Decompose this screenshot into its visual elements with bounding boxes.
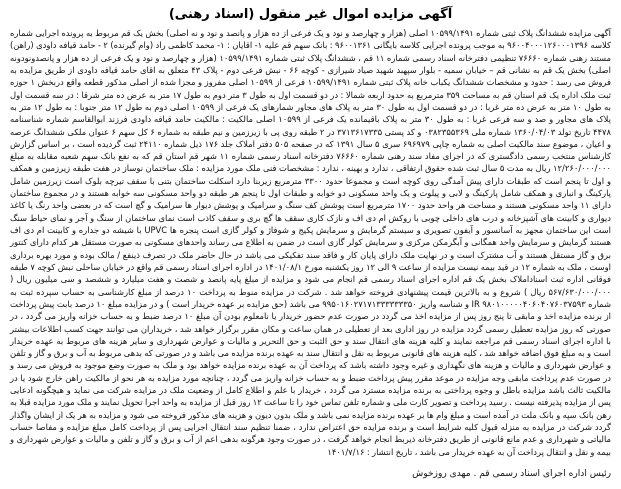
notice-title: آگهی مزایده اموال غیر منقول (اسناد رهنی) (168, 7, 453, 22)
notice-body-text: آگهی مزایده ششدانگ پلاک ثبتی شماره ۱۰۵۹۹/۱۴۹۱ اصلی (هزار و چهارصد و نود و یک فرعی از ده هزار و پانصد و نود و نه اصلی) بخش یک قم مربوط به پرونده اجرایی شماره کلاسه ۹۶۰۰۴۰۰۰۱۲۶۰۰۰۱۳۹۶ به موجب پرونده اجرایی کلاسه بایگانی ۹۶۰۰۱۳۶۱ : بانک سهم قم علیه ۱- اقایان : ۱- محمد کاظمی راد (وام گیرنده) ۲ - حامد قیافه داودی (راهن) مستند رهنی شماره ۷۶۶۶۰ تنظیمی دفترخانه اسناد رسمی شماره ۱۱ قم ، ششدانگ پلاک ثبتی شماره ۱۰۵۹۹/۱۴۹۱ (هزار و چهارصد و نود و یک فرعی از ده هزار و پانصدونودونه اصلی) بخش یک قم به نشانی قم – خیابان سمیه - بلوار سپهبد شهید صیاد شیرازی - کوچه ۶۶ - نبش فرعی دوم - پلاک ۴۳ متعلق به اقای حامد قیافه داودی از طریق مزایده به فروش می رسد : حدود و مشخصات ششدانگ یکباب خانه پلاک ثبتی شماره ۱۰۵۹۹/۱۴۹۱ فرعی از ۱۰۵۹۹ اصلی مفروز و مجزا شده از اصلی مذکور قطعه واقع دربخش ۱ حوزه ثبت ملک اداره یک قم استان قم به مساحت ۳۵۹ مترمربع به حدود اربعه شمالا : در دو قسمت اول به طول ۳ متر دوم به طول ۱۷ متر به عرض ده متر شرقا : در سه قسمت اول به طول ۱۰ متر به عرض ده متر غربا : در دو قسمت اول به طول ۳۰ متر به پلاک های مجاور شمارهای یک فرعی از ۱۰۵۹۹ اصلی دوم به طول ۱۲ متر جنوبا : به طول ۱۲ متر به پلاک های مجاور و صد و سه فرعی غربا : به طول ۳۰ متر به پلاک باقیمانده یک فرعی از ۱۰۵۹۹ اصلی مالکیت : مالکیت حامد قیافه داودی فرزند ابوالقاسم شماره شناسنامه ۴۴۷۸ تاریخ تولد ۱۳۶۰/۰۴/۰۳ شماره ملی ۰۳۸۲۳۵۵۳۶۹ و کد پستی ۳۷۱۳۶۱۷۳۳۵ در ۲ طبقه روی پی با زیرزمین و نیم طبقه به شماره ۶ کل سهم ۶ عنوان ملکی ششدانگ عرصه و اعیان ، موضوع سند مالکیت اصلی به شماره چاپی ۶۹۶۹۷۹ سری ۵ سال ۱۳۹۱ که در صفحه ۵۰۵ دفتر املاک جلد ۱۷۶ ذیل شماره ۲۴۱۱۰ ثبت گردیده است ، بر اساس گزارش کارشناس منتخب رسمی دادگستری که در اجرای مفاد سند رهنی شماره ۷۶۶۶۰ دفترخانه اسناد رسمی شماره ۱۱ شهر قم استان قم که به نفع بانک سهم شعبه مقابله به مبلغ ۱۲/۲۶۰/۰۰۰/۰۰۰ ریال به مدت ۵ سال ثبت شده حقوق ارتفاقی ، ندارد و بهینه ، ندارد : مشخصات فنی ملک مورد مزایده : ملک ساختمان نوساز در هفت طبقه زیرزمین و همکف و اول تا پنجم است که طبقات دارای پیش آمدگی روی کوچه است و مجموعا حدود ۳۳۰۰ مترمربع زیربنا دارد اسکلت ساختمان بتنی با سقف تیرچه بلوک است زیرزمین شامل پارکینگ و انباری و همکف شامل پارکینگ و لابی و پیلوت و یک واحد مسکونی دو خوابه و طبقات اول تا پنجم هر طبقه دو واحد مسکونی سه خوابه هستند و در مجموع ساختمان دارای ۱۱ واحد مسکونی هستند و مساحت هر واحد حدود ۱۷۰۰ مترمربع است پوشش کف سنگ و سرامیک و پوشش دیوار ها سرامیک و گچ است که در بعضی واحد رنگ یا کاغذ دیواری و کابینت های آشپزخانه و درب های داخلی چوبی با روکش ام دی اف و نازک کاری سقف ها گچ بری و سقف کاذب است نمای ساختمان از سنگ و آجر و نمای حیاط سنگ است این ساختمان مجهز به آسانسور و آیفون تصویری و سیستم گرمایش و سرمایش پکیج و شوفاژ و کولر گازی است پنجره ها UPVC با شیشه دو جداره و کابینت ام دی اف هستند گرمایش و سرمایش واحد همگانی و آبگرمکن مرکزی و سرمایش کولر گازی است در ضمن به اطلاع می رساند واحدهای مسکونی به صورت مستقل هر کدام دارای کنتور برق و گاز مستقل هستند و آب مشترک است و در نهایت ملک دارای پایان کار و فاقد سند تفکیکی می باشد در حال حاضر ملک در تصرف ذینفع / مالک بوده و مورد بهره برداری اوست ، ملک به شماره ۱۲ در قید بیمه نیست مزایده از ساعت ۹ الی ۱۲ روز یکشنبه مورخ ۱۴۰۱/۰۸/۱ در اداره اجرای اسناد رسمی قم واقع در خیابان ساحلی نبش کوچه ۷ طبقه فوقانی اداره ثبت اسناداملاک بخش یک قم اداره اجرای اسناد رسمی قم انجام می شود و مزایده از مبلغ پایه پانصد و شصت و هفت میلیارد و ششصد و سی میلیون ریال ( ۵۶۷/۶۳۰/۰۰۰/۰۰۰ ریال ) شروع و به بالاترین قیمت پیشنهادی فروخته خواهد شد . شرکت در مزایده منوط به پرداخت ۱۰ درصد از مبلغ کارشناسی به حساب سپرده ثبت به شماره IR ۹۸۰۱۰۰۰۰۰۴۰۶۰۴۰۷۶۰۳۷۵۹۳ و شناسه واریز ۹۹۵۰۱۶۰۲۷۱۷۱۳۳۳۳۳۳۳۵۰ می باشد (حق مزایده بر عهده خریدار است ) و در مزایده مبلغ ۱۰ درصد بابت پیش پرداخت از برنده مزایده اخذ و مابقی تا پنج روز پس از مزایده اخذ می گردد در صورت عدم حضور خریدار یا نامعلوم بودن آن مبلغ ۱۰ درصد ضبط و به حساب خزانه واریز می گردد ، در صورتی که روز مزایده تعطیل رسمی گردد مزایده در روز اداری بعد از تعطیلی در همان ساعت و مکان مقرر برگزار خواهد شد ، خریداران می توانند جهت کسب اطلاعات بیشتر با اداره اجرای اسناد رسمی قم مراجعه نمایند و کلیه هزینه های انتقال سند و حق الثبت و حق التحریر و مالیات و عوارض شهرداری و سایر هزینه های مربوط به عهده خریدار است و به مبلغ فوق اضافه خواهد شد ، کلیه هزینه های قانونی مربوط به نقل و انتقال سند به عهده برنده مزایده می باشد و در صورتی که بدهی مربوط به آب و برق و گاز و تلفن و عوارض شهرداری و مالیات و هزینه های نگهداری و غیره وجود داشته باشد که پرداخت آن به عهده برنده مزایده خواهد بود و ملک به صورت وضع موجود به فروش می رسد و در صورت عدم پرداخت مابقی وجه مزایده در موعد مقرر پیش پرداخت ضبط و به حساب خزانه واریز می گردد ، چنانچه مورد مزایده به هر نحو از مالکیت راهن خارج شود یا در مالکیت ثالث باشد مزایده باطل و وجوه پرداختی به برنده مزایده مسترد می گردد ، خریدار با علم و اطلاع کامل از وضعیت ملک در مزایده شرکت می نماید و هیچگونه ادعایی پس از مزایده پذیرفته نیست . رسید پرداخت و تصویر کارت ملی و شماره تلفن تماس خود را تا ساعت ۱۲ روز قبل از مزایده به واحد اجرا تحویل نمایند و ملک مورد مزایده قبلا به رهن بانک سپه و بانک ملت در آمده است و مبلغ وام ها بر عهده برنده مزایده نمی باشد و ملک بدون دیون و هزینه های مذکور فروخته می شود و مزایده به هر یک از ایشان واگذار گردد شرکت در مزایده به منزله قبول کلیه شرایط است و برنده مزایده حق اعتراض ندارد ، ضمنا تنظیم سند انتقال اجرایی پس از پرداخت کامل مبلغ مزایده و مفاصا حساب مالیاتی و شهرداری و عدم مانع قانونی از طریق دفترخانه ذیربط انجام خواهد گرفت ، در صورت وجود هرگونه بدهی اعم از آب و برق و گاز و تلفن و مالیات و عوارض شهرداری و بیمه و نقل و انتقال پرداخت آن به عهده خریدار می باشد ، تاریخ انتشار : ۱۴۰۱/۷/۱۶ (10, 28, 612, 457)
notice-signature: رئیس اداره اجرای اسناد رسمی قم . مهدی روزخوش (412, 469, 611, 479)
